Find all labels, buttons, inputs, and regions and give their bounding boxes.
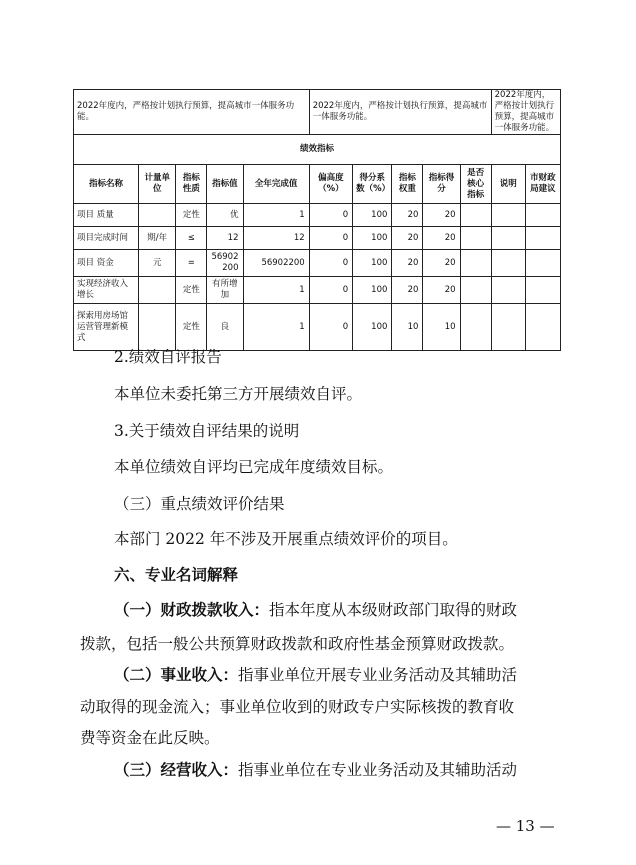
cell-coef: 100 <box>353 250 392 277</box>
header-cell: 全年完成值 <box>243 165 309 204</box>
cell-coef: 100 <box>353 204 392 227</box>
cell-note <box>491 277 525 304</box>
term-2-line-2: 动取得的现金流入；事业单位收到的财政专户实际核拨的教育收 <box>80 698 515 716</box>
cell-core <box>460 277 491 304</box>
table-row <box>74 227 561 250</box>
cell-score: 10 <box>423 304 460 351</box>
cell-nature: ≤ <box>176 227 207 250</box>
term-1-text: 指本年度从本级财政部门取得的财政 <box>269 601 518 619</box>
cell-unit <box>139 277 176 304</box>
cell-dev: 0 <box>309 304 352 351</box>
header-cell: 指标值 <box>207 165 243 204</box>
cell-note <box>491 250 525 277</box>
cell-nature: 定性 <box>176 304 207 351</box>
cell-weight: 20 <box>392 277 423 304</box>
cell-weight: 10 <box>392 304 423 351</box>
heading-terms: 六、专业名词解释 <box>114 566 239 584</box>
term-1-line-1 <box>114 599 584 621</box>
term-2-label: （二）事业收入： <box>114 666 239 684</box>
goal-cell: 2022年度内，严格按计划执行预算，提高城市一体服务功能。 <box>74 90 310 135</box>
heading-report: 2.绩效自评报告 <box>114 348 222 366</box>
header-cell: 指标性质 <box>176 165 207 204</box>
cell-score: 20 <box>423 227 460 250</box>
section-title: 绩效指标 <box>74 135 561 165</box>
cell-value: 12 <box>207 227 243 250</box>
cell-advice <box>525 277 560 304</box>
cell-unit: 期/年 <box>139 227 176 250</box>
cell-advice <box>525 304 560 351</box>
cell-value: 优 <box>207 204 243 227</box>
goal-cell: 2022年度内，严格按计划执行预算，提高城市一体服务功能。 <box>491 90 560 135</box>
cell-dev: 0 <box>309 277 352 304</box>
page-number: — 13 — <box>496 817 555 835</box>
cell-name: 项目完成时间 <box>74 227 139 250</box>
term-1-label: （一）财政拨款收入： <box>114 601 270 619</box>
table-row <box>74 304 561 351</box>
table-row <box>74 204 561 227</box>
header-cell: 说明 <box>491 165 525 204</box>
paragraph-key-evaluation: 本部门 2022 年不涉及开展重点绩效评价的项目。 <box>114 530 458 548</box>
cell-score: 20 <box>423 250 460 277</box>
term-2-line-1 <box>114 664 584 686</box>
cell-nature: = <box>176 250 207 277</box>
paragraph-report: 本单位未委托第三方开展绩效自评。 <box>114 385 363 403</box>
cell-core <box>460 250 491 277</box>
header-cell: 指标得分 <box>423 165 460 204</box>
cell-name: 实现经济收入增长 <box>74 277 139 304</box>
cell-note <box>491 304 525 351</box>
cell-name: 项目 质量 <box>74 204 139 227</box>
header-cell: 是否核心指标 <box>460 165 491 204</box>
cell-score: 20 <box>423 277 460 304</box>
table-row <box>74 277 561 304</box>
cell-unit: 元 <box>139 250 176 277</box>
cell-actual: 12 <box>243 227 309 250</box>
section-row <box>74 135 561 165</box>
cell-unit <box>139 304 176 351</box>
cell-advice <box>525 204 560 227</box>
cell-coef: 100 <box>353 304 392 351</box>
header-cell: 指标权重 <box>392 165 423 204</box>
cell-core <box>460 227 491 250</box>
cell-name: 探索用房场馆运营管理新模式 <box>74 304 139 351</box>
cell-unit <box>139 204 176 227</box>
heading-key-evaluation: （三）重点绩效评价结果 <box>114 495 285 513</box>
cell-dev: 0 <box>309 204 352 227</box>
cell-value: 56902200 <box>207 250 243 277</box>
cell-weight: 20 <box>392 250 423 277</box>
cell-note <box>491 204 525 227</box>
cell-name: 项目 资金 <box>74 250 139 277</box>
header-cell: 指标名称 <box>74 165 139 204</box>
term-2-line-3: 费等资金在此反映。 <box>80 729 220 747</box>
cell-coef: 100 <box>353 227 392 250</box>
cell-value: 有所增加 <box>207 277 243 304</box>
cell-actual: 1 <box>243 304 309 351</box>
goal-row <box>74 90 561 135</box>
cell-advice <box>525 227 560 250</box>
term-3-label: （三）经营收入： <box>114 761 239 779</box>
cell-nature: 定性 <box>176 204 207 227</box>
cell-coef: 100 <box>353 277 392 304</box>
header-cell: 偏高度（%） <box>309 165 352 204</box>
cell-dev: 0 <box>309 250 352 277</box>
cell-actual: 1 <box>243 277 309 304</box>
cell-core <box>460 304 491 351</box>
paragraph-result: 本单位绩效自评均已完成年度绩效目标。 <box>114 458 394 476</box>
header-cell: 得分系数（%） <box>353 165 392 204</box>
cell-weight: 20 <box>392 227 423 250</box>
cell-weight: 20 <box>392 204 423 227</box>
cell-actual: 1 <box>243 204 309 227</box>
header-cell: 市财政局建议 <box>525 165 560 204</box>
table-row <box>74 250 561 277</box>
cell-value: 良 <box>207 304 243 351</box>
goal-cell: 2022年度内，严格按计划执行预算，提高城市一体服务功能。 <box>309 90 491 135</box>
cell-actual: 56902200 <box>243 250 309 277</box>
cell-note <box>491 227 525 250</box>
term-3-line-1 <box>114 759 584 781</box>
heading-result: 3.关于绩效自评结果的说明 <box>114 422 300 440</box>
cell-nature: 定性 <box>176 277 207 304</box>
cell-core <box>460 204 491 227</box>
cell-score: 20 <box>423 204 460 227</box>
term-1-line-2: 拨款，包括一般公共预算财政拨款和政府性基金预算财政拨款。 <box>80 635 515 653</box>
header-cell: 计量单位 <box>139 165 176 204</box>
term-2-text: 指事业单位开展专业业务活动及其辅助活 <box>238 666 518 684</box>
cell-dev: 0 <box>309 227 352 250</box>
cell-advice <box>525 250 560 277</box>
header-row <box>74 165 561 204</box>
performance-table <box>73 89 561 351</box>
term-3-text: 指事业单位在专业业务活动及其辅助活动 <box>238 761 518 779</box>
